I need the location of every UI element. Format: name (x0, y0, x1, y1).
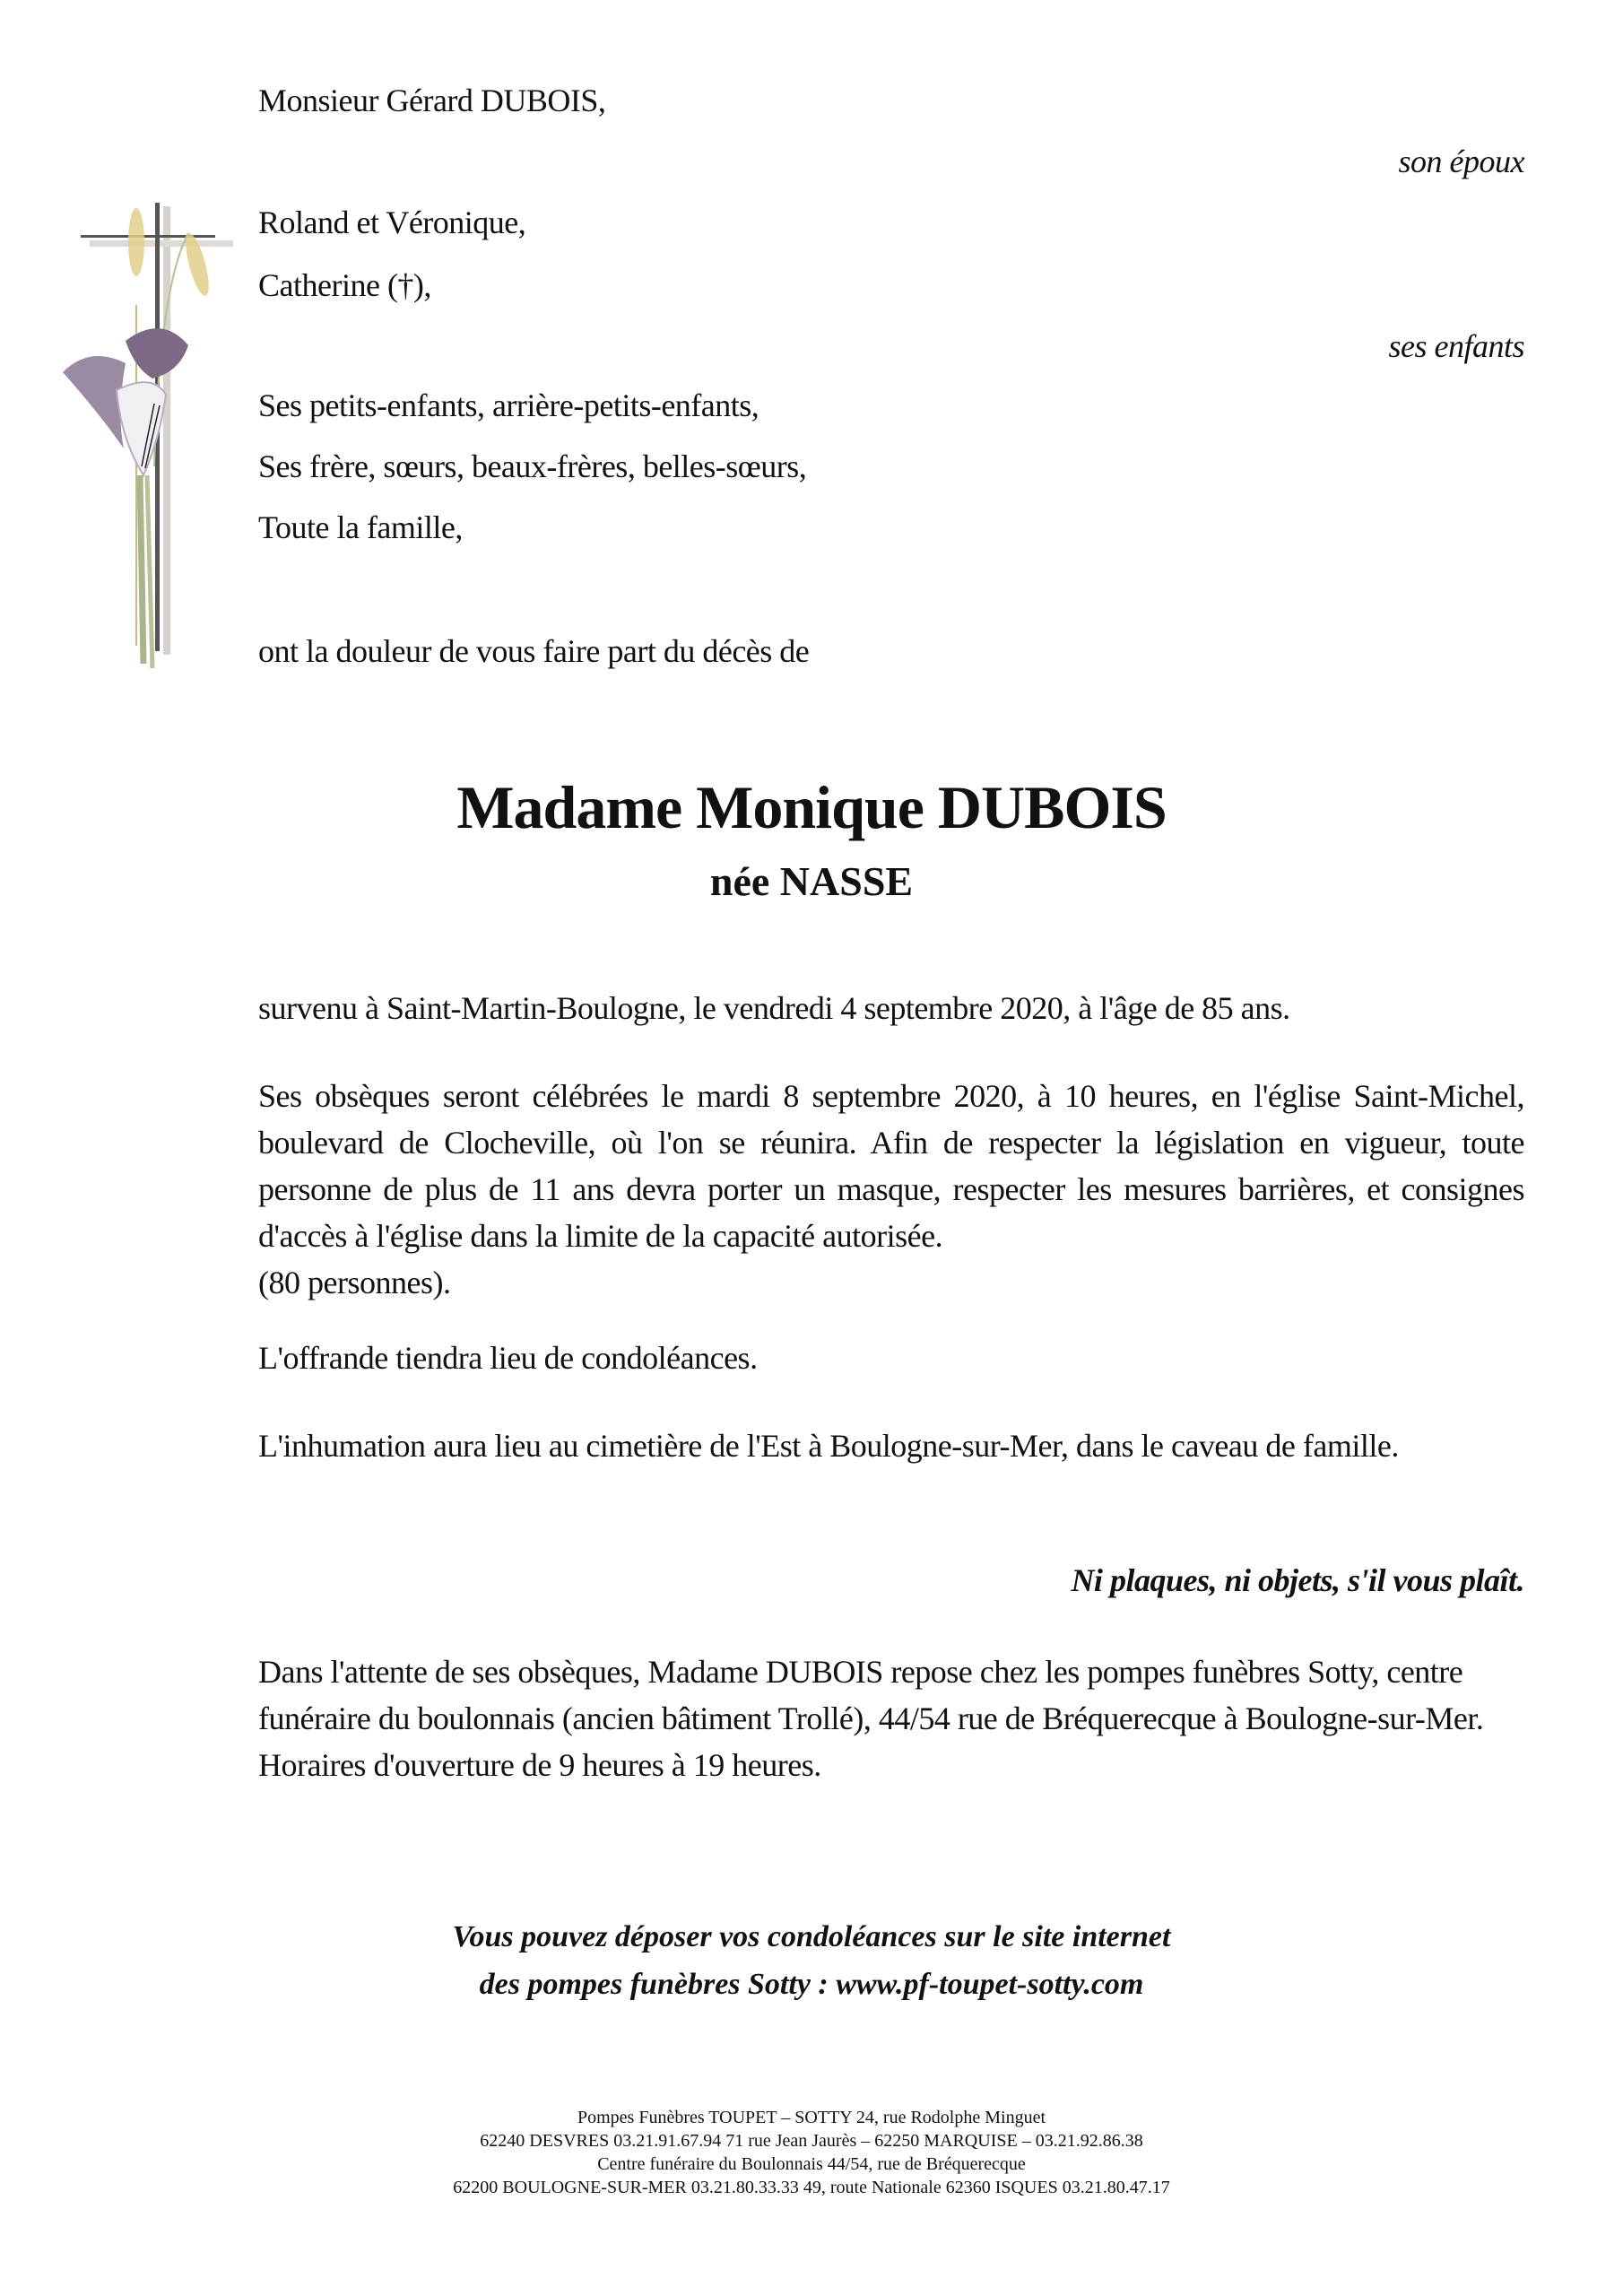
lily-stem (140, 475, 143, 664)
child-name: Roland et Véronique, (258, 204, 526, 240)
deceased-name: Madame Monique DUBOIS (456, 773, 1167, 841)
funeral-home-footer (0, 2106, 1623, 2199)
family-line: Ses petits-enfants, arrière-petits-enfants, (258, 387, 759, 423)
child-name: Catherine (†), (258, 267, 431, 303)
death-info: survenu à Saint-Martin-Boulogne, le vendredi 4 septembre 2020, à l'âge de 85 ans. (258, 990, 1290, 1026)
footer-line: 62240 DESVRES 03.21.91.67.94 71 rue Jean Jaurès – 62250 MARQUISE – 03.21.92.86.38 (480, 2131, 1143, 2151)
spouse-role: son époux (1398, 144, 1524, 179)
lily-stem-2 (147, 475, 152, 668)
condolences-line-2: des pompes funèbres Sotty : www.pf-toupet-sotty.com (479, 1968, 1144, 2001)
cross-horizontal (81, 235, 215, 238)
lily-left (63, 356, 126, 448)
offering-info: L'offrande tiendra lieu de condoléances. (258, 1340, 758, 1376)
announcement-line: ont la douleur de vous faire part du décès de (258, 633, 810, 669)
children-role: ses enfants (1388, 328, 1524, 364)
cross-lily-emblem-icon (54, 179, 251, 682)
deceased-maiden-name: née NASSE (709, 858, 914, 904)
footer-line: Centre funéraire du Boulonnais 44/54, rue de Bréquerecque (597, 2154, 1026, 2174)
funeral-capacity: (80 personnes). (258, 1265, 451, 1300)
wheat-ear-left (128, 208, 144, 276)
family-line: Toute la famille, (258, 509, 463, 545)
funeral-details: Ses obsèques seront célébrées le mardi 8 septembre 2020, à 10 heures, en l'église Saint-Michel, boulevard de Clocheville, où l'on se réunira. Afin de respecter la législation en vigueur, toute personne de plus de 11 ans devra porter un masque, respecter les mesures barrières, et consignes d'accès à l'église dans la limite de la capacité autorisée. (258, 1078, 1524, 1254)
rest-info: Dans l'attente de ses obsèques, Madame DUBOIS repose chez les pompes funèbres Sotty, centre funéraire du boulonnais (ancien bâtiment Trollé), 44/54 rue de Bréquerecque à Boulogne-sur-Mer. Horaires d'ouverture de 9 heures à 19 heures. (258, 1654, 1484, 1783)
cross-shadow (163, 206, 170, 655)
spouse-name: Monsieur Gérard DUBOIS, (258, 83, 606, 118)
footer-line: 62200 BOULOGNE-SUR-MER 03.21.80.33.33 49, route Nationale 62360 ISQUES 03.21.80.47.17 (453, 2178, 1170, 2197)
burial-info: L'inhumation aura lieu au cimetière de l'Est à Boulogne-sur-Mer, dans le caveau de famille. (258, 1428, 1399, 1464)
cross-shadow-bar (90, 240, 233, 247)
footer-line: Pompes Funèbres TOUPET – SOTTY 24, rue Rodolphe Minguet (577, 2108, 1046, 2127)
no-plaques-notice: Ni plaques, ni objets, s'il vous plaît. (1071, 1562, 1524, 1598)
lily-top (126, 328, 188, 378)
funeral-info (258, 1073, 1524, 1306)
family-line: Ses frère, sœurs, beaux-frères, belles-sœurs, (258, 448, 807, 484)
condolences-line-1: Vous pouvez déposer vos condoléances sur le site internet (452, 1920, 1171, 1953)
